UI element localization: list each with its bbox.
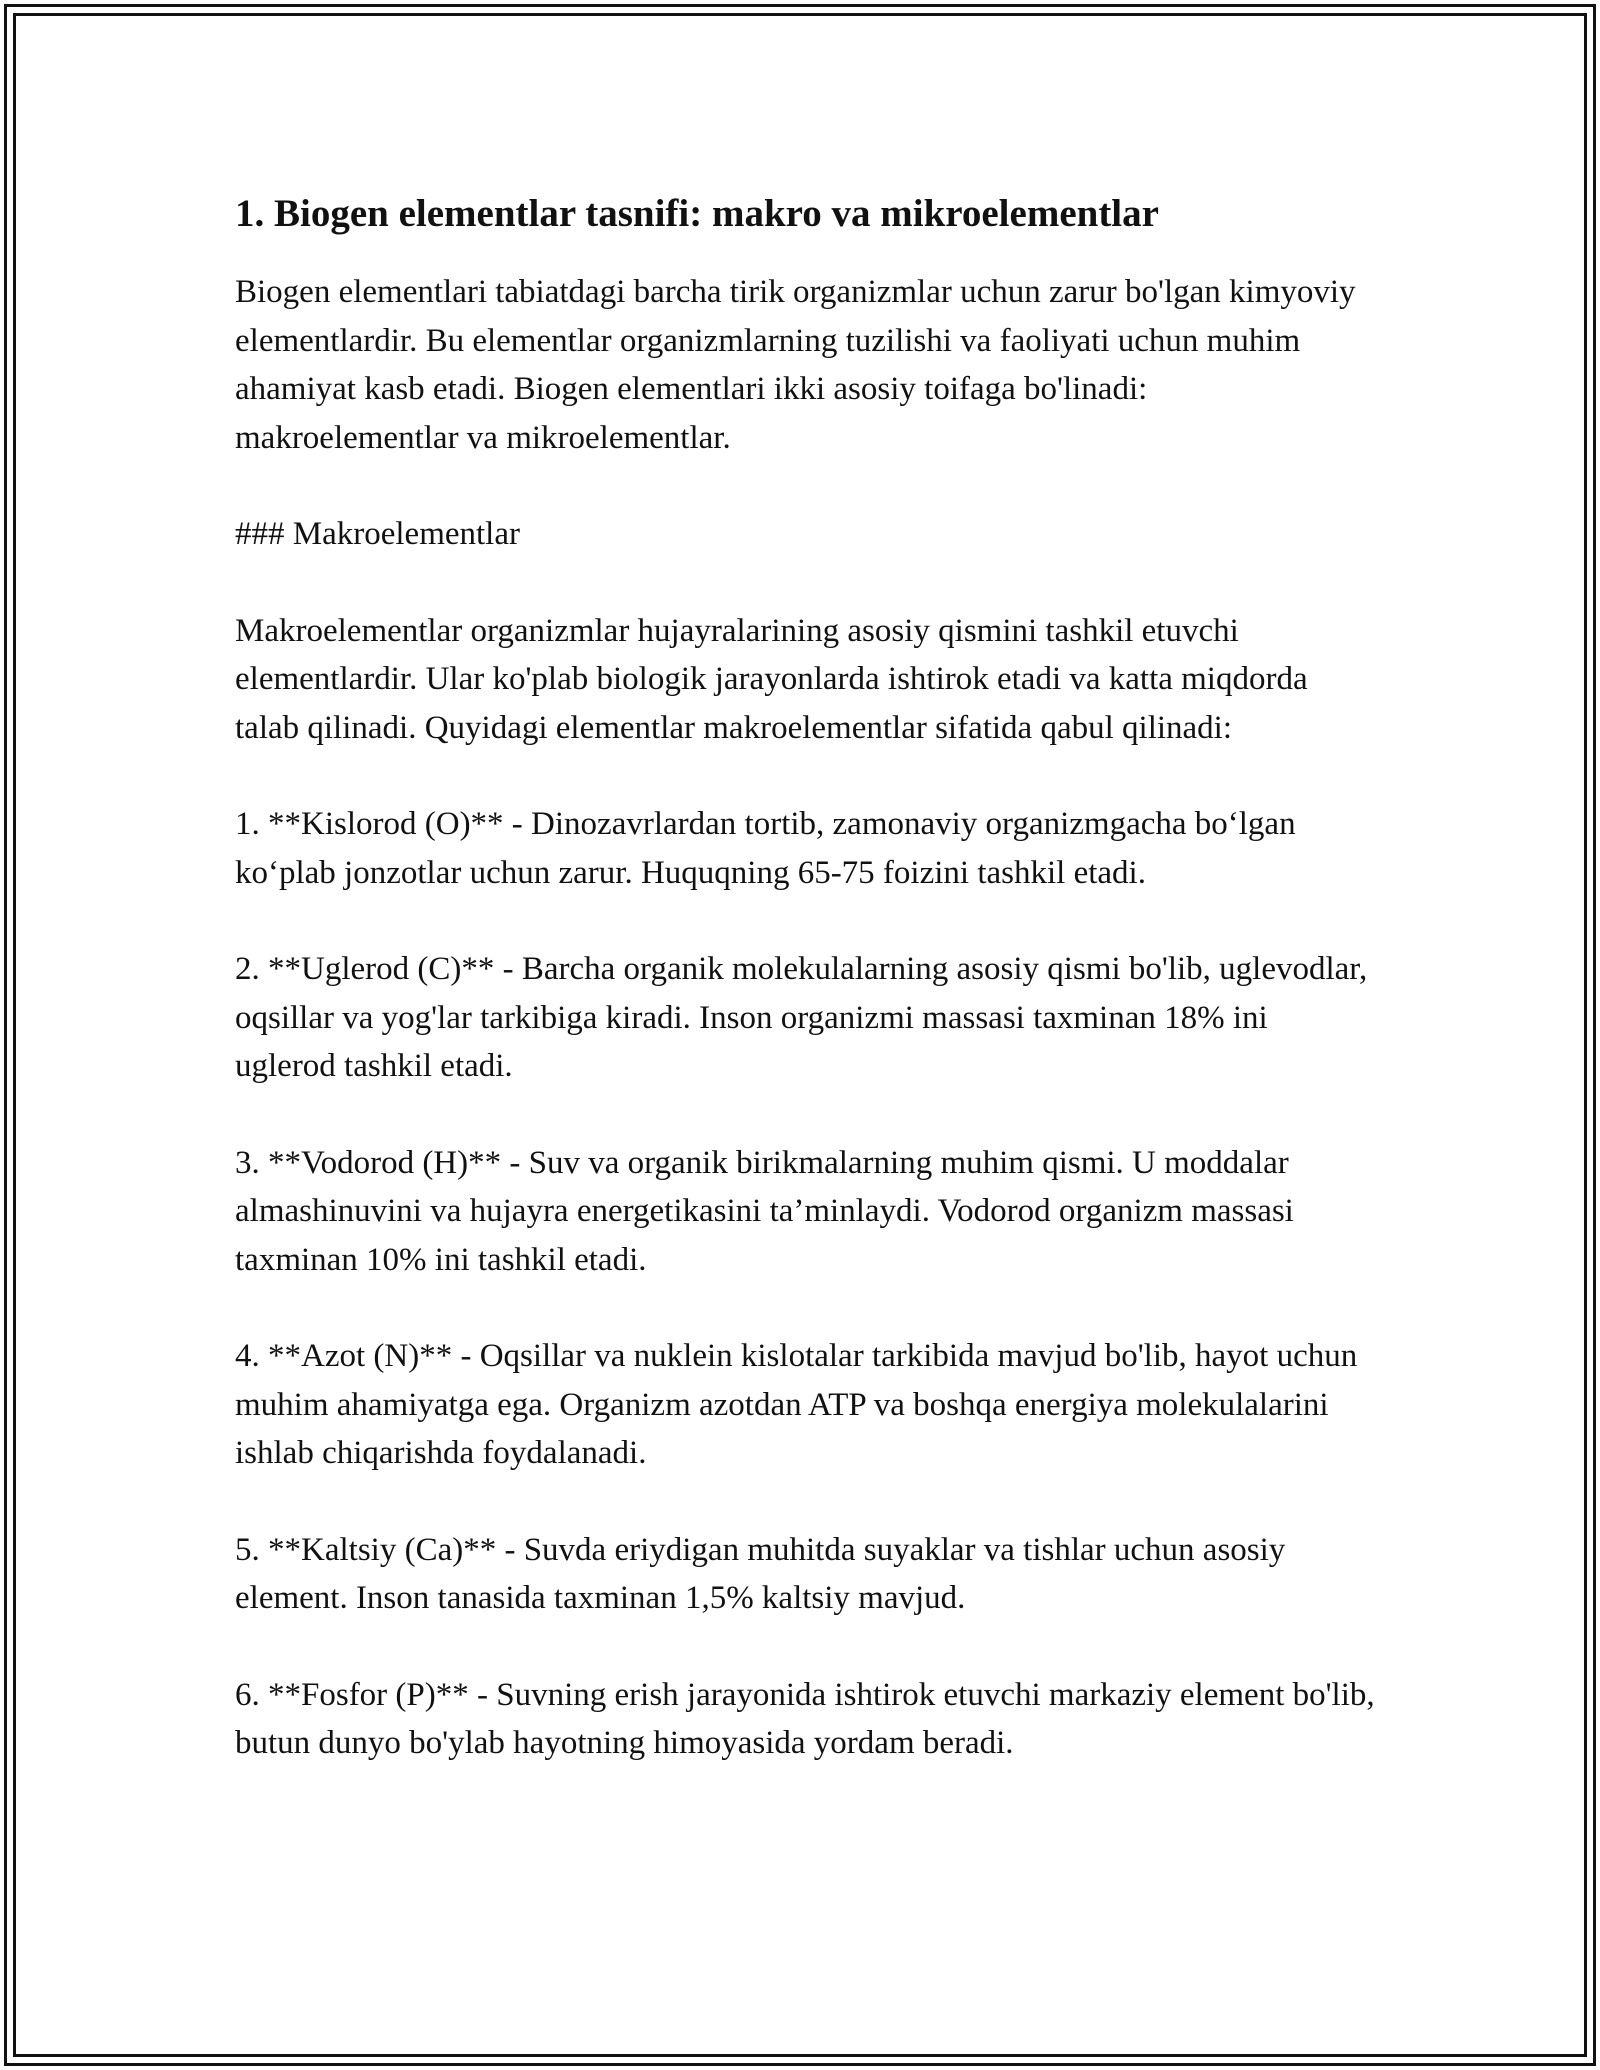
list-item-uglerod: 2. **Uglerod (C)** - Barcha organik molekulalarning asosiy qismi bo'lib, uglevodlar, oqsillar va yog'lar tarkibiga kiradi. Inson organizmi massasi taxminan 18% ini uglerod tashkil etadi.: [235, 951, 1368, 1084]
section-heading-makroelementlar: ### Makroelementlar: [235, 516, 520, 552]
document-body: [235, 186, 1375, 1816]
list-item-fosfor: 6. **Fosfor (P)** - Suvning erish jarayonida ishtirok etuvchi markaziy element bo'lib, butun dunyo bo'ylab hayotning himoyasida yordam beradi.: [235, 1676, 1375, 1761]
list-item-kaltsiy: 5. **Kaltsiy (Ca)** - Suvda eriydigan muhitda suyaklar va tishlar uchun asosiy element. Inson tanasida taxminan 1,5% kaltsiy mavjud.: [235, 1531, 1286, 1616]
makroelementlar-paragraph: Makroelementlar organizmlar hujayralarining asosiy qismini tashkil etuvchi elementlardir. Ular ko'plab biologik jarayonlarda ishtirok etadi va katta miqdorda talab qilinadi. Quyidagi elementlar makroelementlar sifatida qabul qilinadi:: [235, 612, 1308, 746]
list-item-kislorod: 1. **Kislorod (O)** - Dinozavrlardan tortib, zamonaviy organizmgacha bo‘lgan ko‘plab jonzotlar uchun zarur. Huquqning 65-75 foizini tashkil etadi.: [235, 806, 1296, 891]
list-item-azot: 4. **Azot (N)** - Oqsillar va nuklein kislotalar tarkibida mavjud bo'lib, hayot uchun muhim ahamiyatga ega. Organizm azotdan ATP va boshqa energiya molekulalarini ishlab chiqarishda foydalanadi.: [235, 1338, 1358, 1471]
intro-paragraph: Biogen elementlari tabiatdagi barcha tirik organizmlar uchun zarur bo'lgan kimyoviy elementlardir. Bu elementlar organizmlarning tuzilishi va faoliyati uchun muhim ahamiyat kasb etadi. Biogen elementlari ikki asosiy toifaga bo'linadi: makroelementlar va mikroelementlar.: [235, 274, 1356, 456]
list-item-vodorod: 3. **Vodorod (H)** - Suv va organik birikmalarning muhim qismi. U moddalar almashinuvini va hujayra energetikasini ta’minlaydi. Vodorod organizm massasi taxminan 10% ini tashkil etadi.: [235, 1144, 1294, 1278]
document-title: 1. Biogen elementlar tasnifi: makro va mikroelementlar: [235, 192, 1159, 235]
